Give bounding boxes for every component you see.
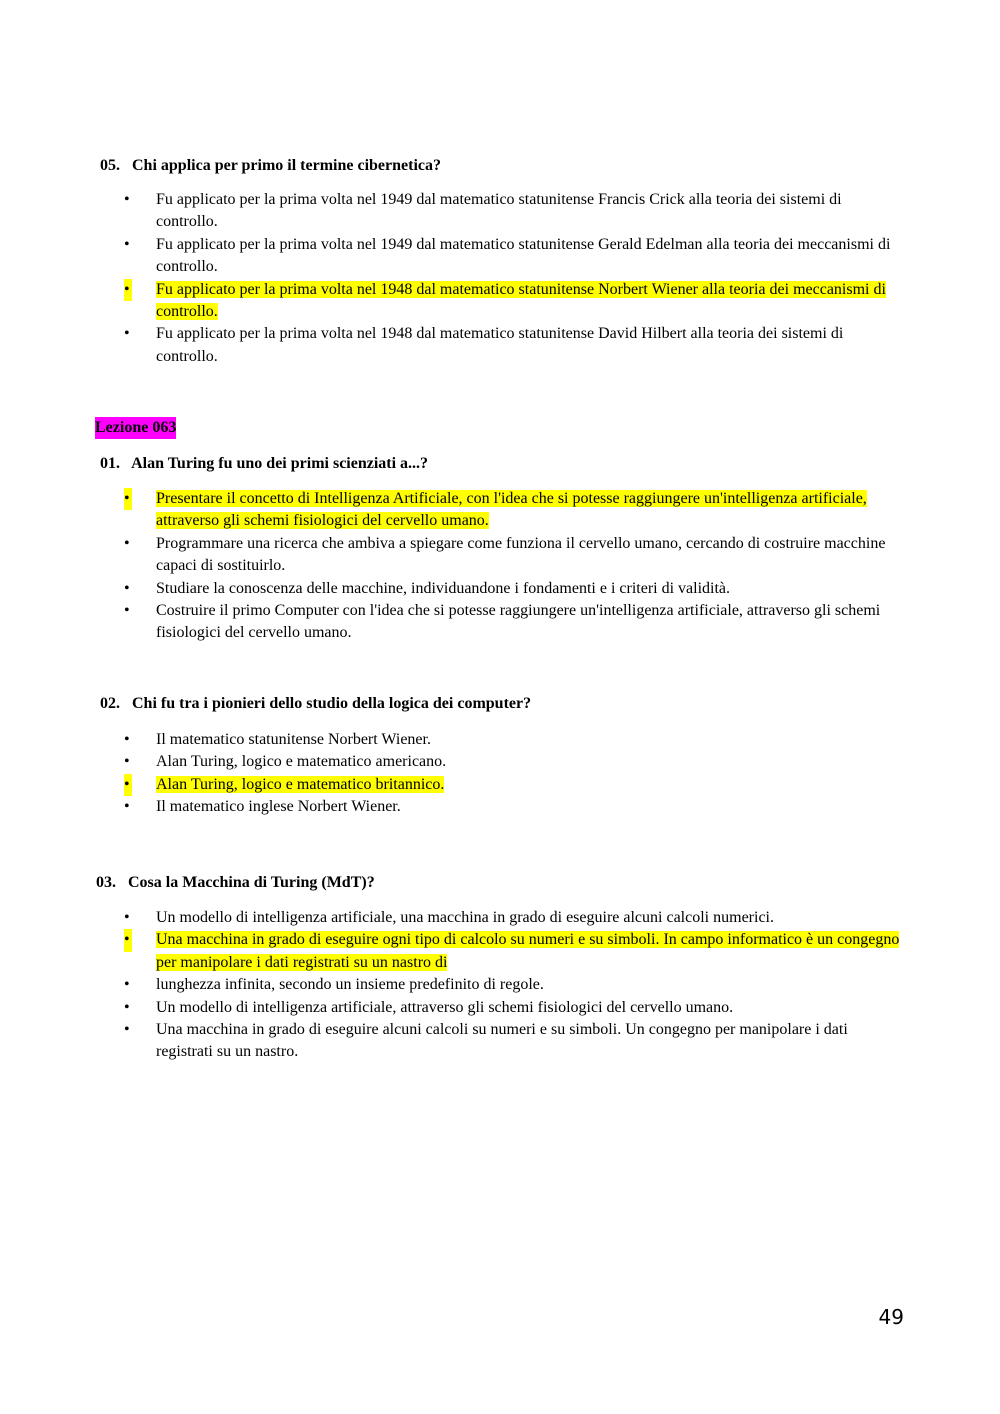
answer-list-05 [0, 189, 1000, 368]
answer-list-01 [0, 488, 1000, 645]
answer-list-02 [0, 729, 1000, 819]
answer-item-correct [0, 774, 906, 796]
answer-item: • Una macchina in grado di eseguire alcuni calcoli su numeri e su simboli. Un congegno per manipolare i dati registrati su un nastro. [124, 1021, 848, 1061]
bullet-icon: • [124, 325, 130, 343]
answer-item: • Alan Turing, logico e matematico americano. [0, 751, 906, 773]
bullet-icon: • [124, 929, 132, 951]
answer-item: • lunghezza infinita, secondo un insieme predefinito di regole. [0, 974, 906, 996]
bullet-icon: • [124, 731, 130, 748]
answer-item-correct [0, 488, 906, 533]
bullet-icon: • [124, 998, 130, 1016]
answer-item: • Fu applicato per la prima volta nel 1949 dal matematico statunitense Francis Crick alla teoria dei sistemi di controllo. [124, 191, 842, 231]
bullet-icon: • [124, 534, 130, 552]
answer-item: • Il matematico inglese Norbert Wiener. [0, 796, 906, 818]
bullet-icon: • [124, 235, 130, 253]
answer-list-03 [0, 907, 1000, 1064]
bullet-icon: • [124, 579, 130, 597]
answer-item: • Costruire il primo Computer con l'idea che si potesse raggiungere un'intelligenza artificiale, attraverso gli schemi fisiologici del cervello umano. [124, 602, 881, 642]
bullet-icon: • [124, 774, 132, 796]
answer-item: • Studiare la conoscenza delle macchine, individuandone i fondamenti e i criteri di validità. [0, 578, 906, 600]
highlighted-answer: Fu applicato per la prima volta nel 1948 dal matematico statunitense Norbert Wiener alla teoria dei meccanismi di controllo. [156, 280, 886, 321]
answer-item-correct [0, 929, 906, 974]
bullet-icon: • [124, 488, 132, 510]
bullet-icon: • [124, 909, 130, 926]
answer-item: • Un modello di intelligenza artificiale, una macchina in grado di eseguire alcuni calcoli numerici. [0, 907, 906, 929]
bullet-icon: • [124, 191, 130, 208]
bullet-icon: • [124, 1021, 130, 1039]
highlighted-answer: Una macchina in grado di eseguire ogni tipo di calcolo su numeri e su simboli. In campo informatico è un congegno per manipolare i dati registrati su un nastro di [156, 931, 900, 971]
highlighted-answer: Presentare il concetto di Intelligenza Artificiale, con l'idea che si potesse raggiungere un'intelligenza artificiale, attraverso gli schemi fisiologici del cervello umano. [156, 490, 867, 530]
bullet-icon: • [124, 798, 130, 816]
bullet-icon: • [124, 602, 130, 620]
bullet-icon: • [124, 976, 130, 994]
question-01: 01. Alan Turing fu uno dei primi scienziati a...? [100, 455, 429, 472]
bullet-icon: • [124, 279, 132, 301]
bullet-icon: • [124, 753, 130, 771]
highlighted-answer: Alan Turing, logico e matematico britannico. [156, 775, 445, 793]
answer-item: • Un modello di intelligenza artificiale, attraverso gli schemi fisiologici del cervello umano. [0, 997, 906, 1019]
page-number: 49 [878, 1305, 904, 1329]
answer-item: • Il matematico statunitense Norbert Wiener. [0, 729, 906, 751]
question-05: 05. Chi applica per primo il termine cibernetica? [100, 157, 441, 174]
answer-item: • Fu applicato per la prima volta nel 1948 dal matematico statunitense David Hilbert alla teoria dei sistemi di controllo. [124, 325, 844, 365]
question-03: 03. Cosa la Macchina di Turing (MdT)? [96, 874, 375, 891]
answer-item: • Fu applicato per la prima volta nel 1949 dal matematico statunitense Gerald Edelman alla teoria dei meccanismi di controllo. [124, 235, 891, 276]
question-02: 02. Chi fu tra i pionieri dello studio della logica dei computer? [100, 695, 532, 712]
answer-item: • Programmare una ricerca che ambiva a spiegare come funziona il cervello umano, cercando di costruire macchine capaci di sostituirlo. [124, 534, 886, 575]
lesson-label: Lezione 063 [95, 417, 176, 439]
answer-item-correct [0, 279, 906, 324]
